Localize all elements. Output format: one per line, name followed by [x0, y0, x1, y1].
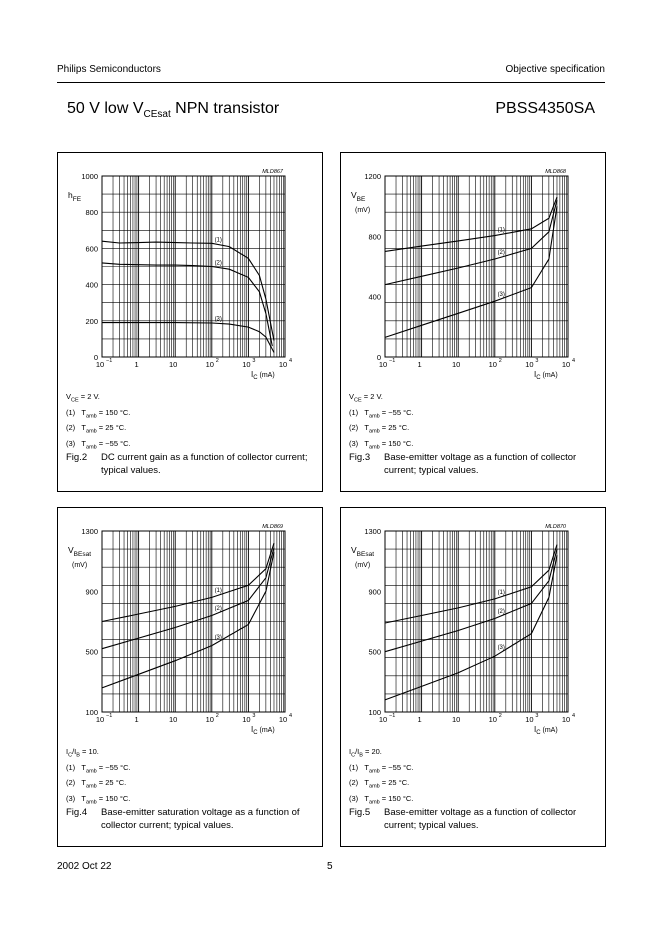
x-tick-exponent: −1: [106, 358, 113, 364]
x-tick-label: 10: [95, 715, 105, 724]
figure-caption: [66, 451, 316, 481]
y-axis-unit: (mV): [72, 562, 88, 569]
y-tick-label: 1300: [81, 527, 98, 536]
figure-code: MLD867: [262, 169, 283, 175]
series-label: (1): [214, 588, 222, 595]
x-tick-exponent: 3: [252, 358, 256, 364]
y-tick-label: 0: [93, 353, 98, 362]
y-tick-label: 1200: [364, 172, 381, 181]
x-tick-label: 10: [242, 715, 251, 724]
part-number: PBSS4350SA: [495, 100, 595, 117]
series-label: (3): [497, 645, 505, 652]
x-tick-label: 10: [278, 360, 288, 369]
y-tick-label: 1000: [81, 172, 98, 181]
x-tick-exponent: 2: [498, 358, 502, 364]
x-tick-exponent: 3: [252, 713, 256, 719]
x-tick-label: 1: [134, 715, 139, 724]
x-tick-label: 10: [378, 715, 388, 724]
conditions-main: $V_{CE} = 2$ V.: [349, 392, 383, 404]
x-tick-label: 10: [278, 715, 288, 724]
header-rule: [57, 82, 605, 83]
condition-line: (3) $T_{amb} = 150$ °C.: [349, 438, 414, 450]
series-label: (3): [497, 291, 505, 298]
x-tick-label: 10: [95, 360, 105, 369]
conditions-main: $V_{CE} = 2$ V.: [66, 392, 100, 404]
figure-panel-fig3: [340, 152, 606, 492]
x-tick-label: 10: [242, 360, 251, 369]
x-tick-label: 10: [169, 715, 178, 724]
x-tick-label: 10: [525, 360, 534, 369]
x-tick-exponent: 3: [535, 713, 539, 719]
condition-line: (3) $T_{amb} = 150$ °C.: [66, 793, 131, 805]
condition-line: (1) $T_{amb} = 150$ °C.: [66, 407, 131, 419]
x-tick-label: 1: [417, 715, 422, 724]
x-axis-label: $I_C$ (mA): [251, 370, 275, 381]
series-label: (3): [214, 634, 222, 641]
figure-panel-fig4: [57, 507, 323, 847]
y-tick-label: 500: [85, 647, 98, 657]
y-tick-label: 800: [85, 208, 98, 218]
x-tick-label: 1: [417, 360, 422, 369]
x-axis-label: $I_C$ (mA): [534, 370, 558, 381]
figure-caption: [66, 806, 316, 836]
y-axis-label: $V_{BE}$: [351, 190, 366, 203]
x-tick-label: 10: [561, 715, 571, 724]
condition-line: (2) $T_{amb} = 25$ °C.: [349, 423, 410, 435]
condition-line: (3) $T_{amb} = -55$ °C.: [66, 438, 131, 450]
condition-line: (2) $T_{amb} = 25$ °C.: [66, 423, 127, 435]
condition-line: (1) $T_{amb} = -55$ °C.: [349, 407, 414, 419]
x-tick-label: 10: [378, 360, 388, 369]
x-axis-label: $I_C$ (mA): [251, 725, 275, 736]
y-tick-label: 400: [85, 280, 98, 290]
series-label: (2): [214, 260, 222, 267]
figure-number: Fig.4: [66, 807, 88, 818]
x-tick-label: 10: [205, 360, 214, 369]
conditions-block: [66, 746, 131, 808]
figure-caption-text: Base-emitter voltage as a function of collector current; typical values.: [384, 807, 577, 831]
page-number: 5: [327, 861, 333, 872]
y-tick-label: 600: [85, 244, 98, 254]
series-label: (2): [214, 605, 222, 612]
series-label: (1): [497, 227, 505, 234]
x-tick-label: 10: [488, 715, 497, 724]
figure-caption: [349, 451, 599, 481]
figure-caption-text: Base-emitter voltage as a function of collector current; typical values.: [384, 452, 577, 476]
y-tick-label: 100: [85, 708, 98, 717]
figure-caption: [349, 806, 599, 836]
x-tick-exponent: 3: [535, 358, 539, 364]
y-tick-label: 400: [368, 292, 381, 302]
y-tick-label: 900: [85, 587, 98, 597]
condition-line: (2) $T_{amb} = 25$ °C.: [349, 778, 410, 790]
y-axis-label: $h_{FE}$: [68, 190, 82, 203]
figure-caption-text: DC current gain as a function of collector current; typical values.: [101, 452, 308, 476]
x-tick-exponent: 4: [289, 358, 293, 364]
series-label: (3): [214, 316, 222, 323]
x-tick-exponent: −1: [389, 358, 396, 364]
conditions-main: $I_C/I_B = 10$.: [66, 747, 99, 759]
x-axis-label: $I_C$ (mA): [534, 725, 558, 736]
x-tick-exponent: 4: [289, 713, 293, 719]
condition-line: (2) $T_{amb} = 25$ °C.: [66, 778, 127, 790]
conditions-main: $I_C/I_B = 20$.: [349, 747, 382, 759]
figure-number: Fig.5: [349, 807, 371, 818]
condition-line: (1) $T_{amb} = -55$ °C.: [349, 762, 414, 774]
document-title: 50 V low $V_{CEsat}$ NPN transistor: [67, 100, 280, 121]
y-axis-unit: (mV): [355, 562, 371, 569]
x-tick-exponent: −1: [389, 713, 396, 719]
x-tick-exponent: 2: [215, 713, 219, 719]
figure-code: MLD869: [262, 524, 283, 530]
x-tick-label: 10: [561, 360, 571, 369]
series-label: (1): [497, 589, 505, 596]
x-tick-exponent: 2: [498, 713, 502, 719]
figure-number: Fig.3: [349, 452, 371, 463]
x-tick-label: 1: [134, 360, 139, 369]
x-tick-label: 10: [205, 715, 214, 724]
figure-panel-fig2: [57, 152, 323, 492]
y-axis-unit: (mV): [355, 207, 371, 214]
x-tick-label: 10: [488, 360, 497, 369]
x-tick-label: 10: [169, 360, 178, 369]
footer-date: 2002 Oct 22: [57, 861, 112, 872]
y-tick-label: 100: [368, 708, 381, 717]
figure-number: Fig.2: [66, 452, 88, 463]
series-label: (1): [214, 237, 222, 244]
figure-code: MLD868: [545, 169, 566, 175]
y-tick-label: 800: [368, 232, 381, 242]
x-tick-label: 10: [452, 360, 461, 369]
spec-status: Objective specification: [505, 64, 605, 75]
x-tick-exponent: 4: [572, 713, 576, 719]
condition-line: (1) $T_{amb} = -55$ °C.: [66, 762, 131, 774]
x-tick-label: 10: [525, 715, 534, 724]
conditions-block: [66, 391, 131, 453]
series-label: (2): [497, 250, 505, 257]
y-tick-label: 500: [368, 647, 381, 657]
company-name: Philips Semiconductors: [57, 64, 161, 75]
figure-panel-fig5: [340, 507, 606, 847]
y-tick-label: 0: [376, 353, 381, 362]
x-tick-exponent: −1: [106, 713, 113, 719]
y-tick-label: 200: [85, 316, 98, 326]
condition-line: (3) $T_{amb} = 150$ °C.: [349, 793, 414, 805]
y-tick-label: 1300: [364, 527, 381, 536]
series-label: (2): [497, 608, 505, 615]
conditions-block: [349, 391, 414, 453]
x-tick-label: 10: [452, 715, 461, 724]
x-tick-exponent: 4: [572, 358, 576, 364]
y-axis-label: $V_{BEsat}$: [68, 545, 92, 558]
conditions-block: [349, 746, 414, 808]
x-tick-exponent: 2: [215, 358, 219, 364]
figure-caption-text: Base-emitter saturation voltage as a function of collector current; typical values.: [101, 807, 300, 831]
y-axis-label: $V_{BEsat}$: [351, 545, 375, 558]
figure-code: MLD870: [545, 524, 566, 530]
y-tick-label: 900: [368, 587, 381, 597]
